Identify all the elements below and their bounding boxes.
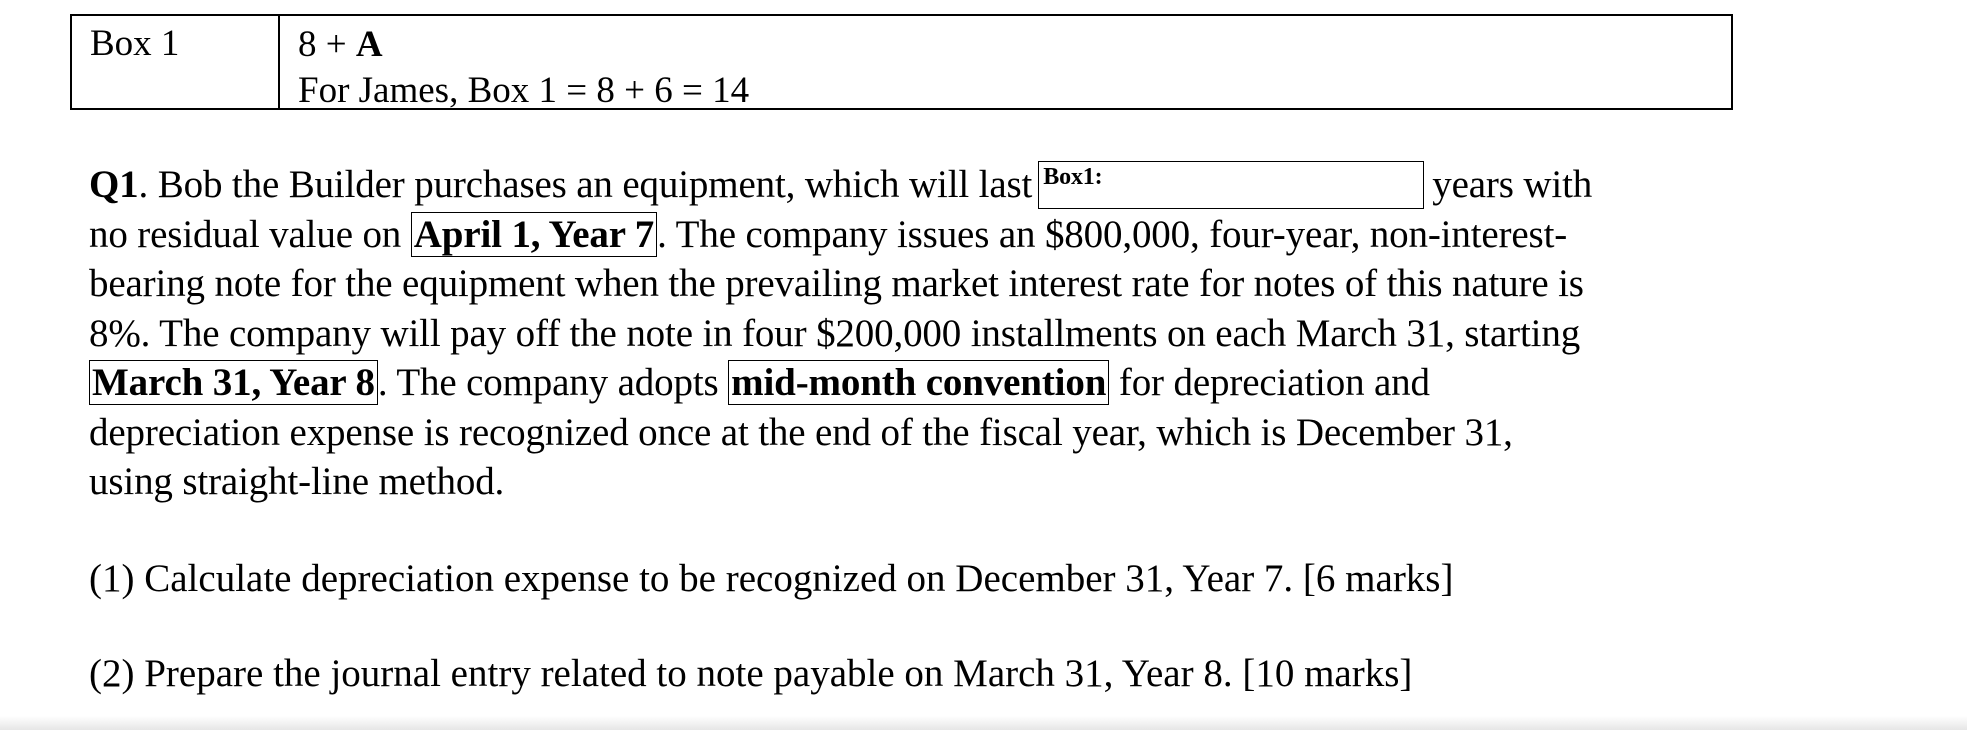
sub-question-2: (2) Prepare the journal entry related to note payable on March 31, Year 8. [10 marks]	[89, 652, 1413, 695]
question-line-4: 8%. The company will pay off the note in four $200,000 installments on each March 31, starting	[89, 311, 1581, 355]
question-line-5	[89, 358, 1809, 408]
box-label: Box 1	[90, 23, 180, 64]
box-formula	[298, 22, 1731, 68]
question-paragraph	[89, 160, 1809, 507]
question-line-2	[89, 210, 1809, 260]
box-label-cell	[72, 16, 280, 108]
box1-field-label: Box1:	[1043, 164, 1103, 190]
box-example: For James, Box 1 = 8 + 6 = 14	[298, 70, 750, 111]
box-formula-variable: A	[355, 24, 383, 65]
first-payment-date-highlight: March 31, Year 8	[89, 360, 378, 405]
box-definition-table	[70, 14, 1733, 110]
question-line-1	[89, 160, 1809, 210]
sub-question-1: (1) Calculate depreciation expense to be recognized on December 31, Year 7. [6 marks]	[89, 557, 1454, 600]
question-text-1b: years with	[1432, 163, 1593, 206]
question-text-2b: . The company issues an $800,000, four-year, non-interest-	[657, 212, 1568, 256]
question-text-1a: . Bob the Builder purchases an equipment, which will last	[138, 163, 1033, 206]
convention-highlight: mid-month convention	[728, 360, 1109, 405]
question-text-5a: . The company adopts	[377, 361, 729, 404]
question-text-5b: for depreciation and	[1109, 361, 1430, 404]
page-bottom-shadow	[0, 716, 1967, 730]
question-line-6: depreciation expense is recognized once at the end of the fiscal year, which is December 31,	[89, 410, 1513, 454]
question-line-3: bearing note for the equipment when the prevailing market interest rate for notes of this nature is	[89, 262, 1584, 305]
question-number: Q1	[89, 163, 139, 206]
question-line-7: using straight-line method.	[89, 460, 505, 503]
question-text-2a: no residual value on	[89, 212, 411, 256]
box-formula-text: 8 +	[298, 24, 356, 65]
box-content-cell	[280, 16, 1731, 111]
purchase-date-highlight: April 1, Year 7	[411, 212, 657, 257]
box1-answer-field[interactable]	[1038, 161, 1424, 209]
